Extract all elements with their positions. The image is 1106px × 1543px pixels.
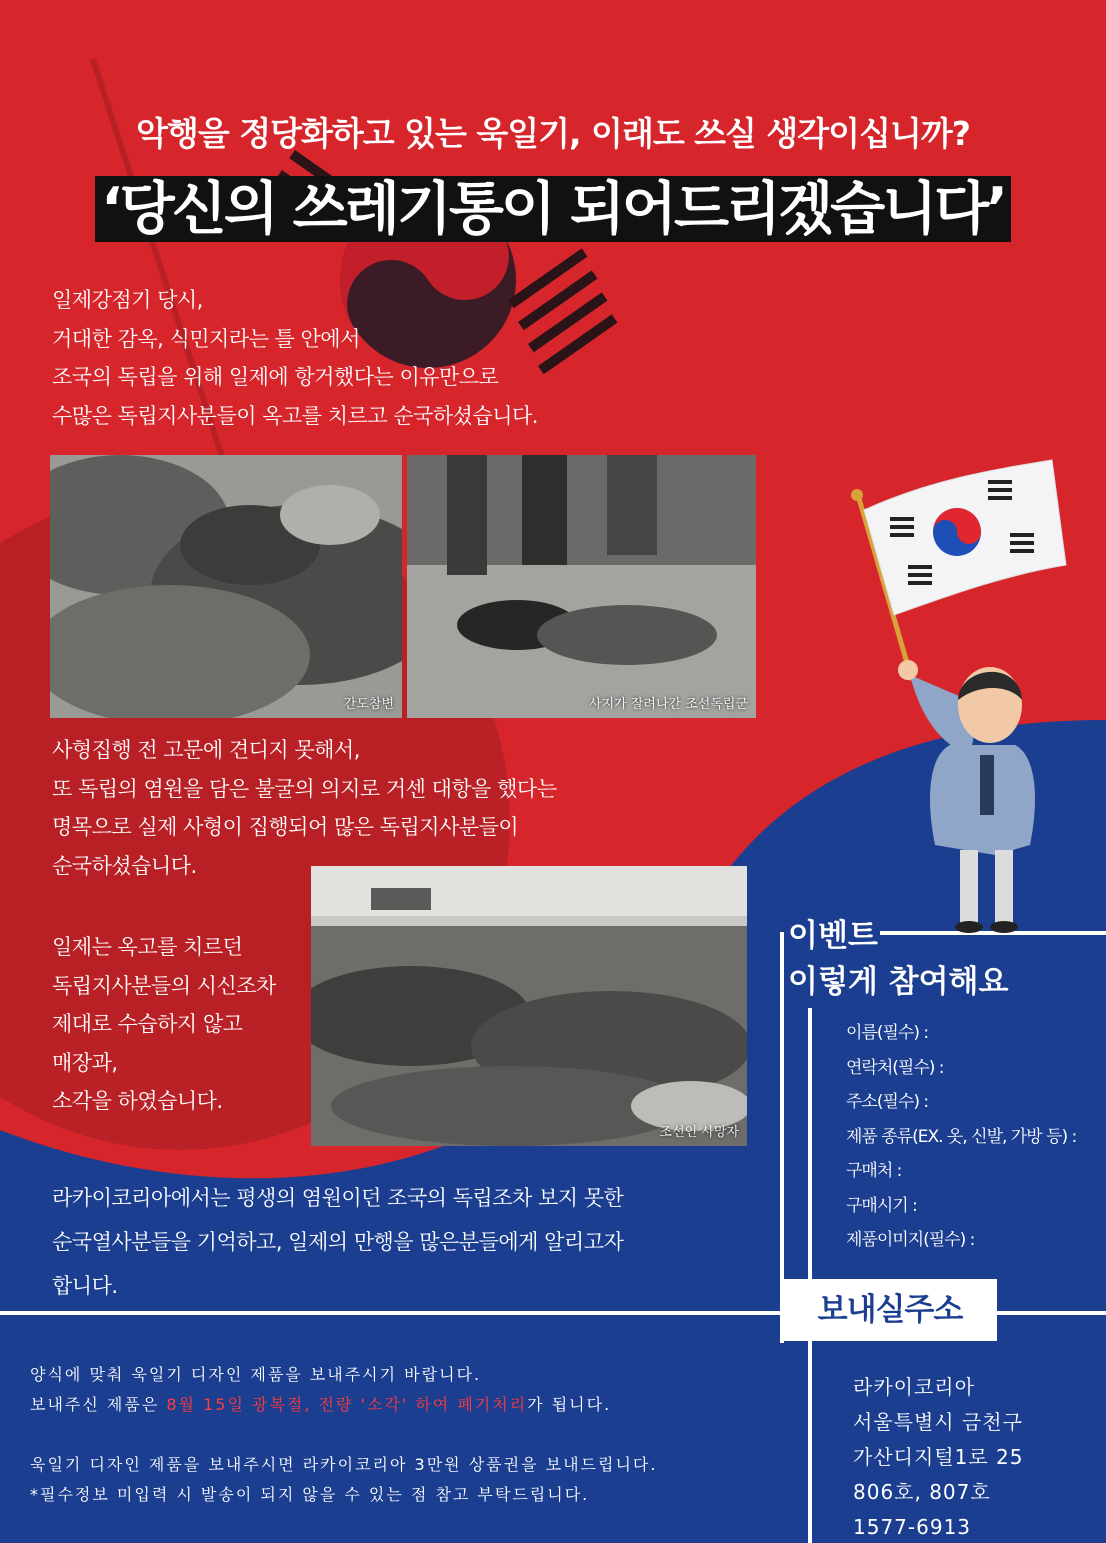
photo-1-caption: 간도참변 — [343, 697, 394, 712]
event-title-line2: 이렇게 참여해요 — [788, 964, 1009, 1000]
photo-massacre-trench — [50, 455, 402, 718]
photo-2-graphic — [407, 455, 756, 718]
notice-line: 양식에 맞춰 욱일기 디자인 제품을 보내주시기 바랍니다. — [30, 1365, 482, 1384]
form-field-product-type: 제품 종류(EX. 옷, 신발, 가방 등) : — [846, 1126, 1077, 1147]
headline — [0, 163, 1106, 245]
purpose-line: 순국열사분들을 기억하고, 일제의 만행을 많은분들에게 알리고자 — [52, 1230, 624, 1254]
purpose-line: 합니다. — [52, 1274, 118, 1298]
form-field-contact: 연락처(필수) : — [846, 1057, 944, 1078]
address-line: 서울특별시 금천구 — [853, 1410, 1023, 1434]
address-line: 806호, 807호 — [853, 1480, 991, 1504]
remains-line: 독립지사분들의 시신조차 — [52, 973, 276, 998]
address-line: 라카이코리아 — [853, 1375, 975, 1399]
address-line: 1577-6913 — [853, 1515, 972, 1539]
notice-spacer — [30, 1420, 657, 1450]
torture-paragraph — [52, 731, 556, 885]
event-title-line1: 이벤트 — [788, 918, 878, 954]
subtitle: 악행을 정당화하고 있는 욱일기, 이래도 쓰실 생각이십니까? — [136, 114, 970, 153]
torture-line: 또 독립의 염원을 담은 불굴의 의지로 거센 대항을 했다는 — [52, 776, 557, 801]
shipping-address-button[interactable]: 보내실주소 — [783, 1279, 997, 1341]
intro-line: 수많은 독립지사분들이 옥고를 치르고 순국하셨습니다. — [52, 403, 538, 428]
notice-text — [30, 1360, 657, 1510]
form-field-purchase-date: 구매시기 : — [846, 1195, 917, 1216]
torture-line: 명목으로 실제 사형이 집행되어 많은 독립지사분들이 — [52, 815, 519, 839]
address-line: 가산디지털1로 25 — [853, 1445, 1024, 1469]
torture-line: 순국하셨습니다. — [52, 853, 197, 878]
intro-line: 조국의 독립을 위해 일제에 항거했다는 이유만으로 — [52, 365, 499, 389]
notice-line2-after: 가 됩니다. — [527, 1395, 612, 1414]
intro-line: 거대한 감옥, 식민지라는 틀 안에서 — [52, 326, 360, 351]
mailing-address — [853, 1370, 1023, 1543]
form-field-store: 구매처 : — [846, 1161, 902, 1181]
notice-line — [30, 1390, 657, 1420]
remains-line: 제대로 수습하지 않고 — [52, 1012, 243, 1036]
remains-line: 매장과, — [52, 1050, 118, 1075]
flag-bearer-illustration — [820, 455, 1106, 955]
remains-line: 일제는 옥고를 치르던 — [52, 935, 243, 959]
remains-paragraph — [52, 928, 276, 1121]
photo-2-caption: 사지가 잘려나간 조선독립군 — [589, 697, 748, 712]
headline-text: ‘당신의 쓰레기통이 되어드리겠습니다’ — [95, 176, 1011, 242]
form-field-name: 이름(필수) : — [846, 1023, 929, 1043]
form-field-product-image: 제품이미지(필수) : — [846, 1230, 975, 1250]
notice-line: 욱일기 디자인 제품을 보내주시면 라카이코리아 3만원 상품권을 보내드립니다. — [30, 1455, 658, 1474]
event-form-fields — [846, 1016, 1076, 1258]
photo-victims-field — [311, 866, 747, 1146]
purpose-paragraph — [52, 1176, 623, 1308]
notice-line: *필수정보 미입력 시 발송이 되지 않을 수 있는 점 참고 부탁드립니다. — [30, 1485, 590, 1504]
remains-line: 소각을 하였습니다. — [52, 1089, 223, 1113]
photo-independence-army — [407, 455, 756, 718]
photo-3-caption: 조선인 사망자 — [659, 1125, 739, 1140]
notice-line2-before: 보내주신 제품은 — [30, 1395, 167, 1414]
notice-highlight: 8월 15일 광복절, 전량 '소각' 하여 폐기처리 — [166, 1395, 528, 1414]
photo-1-graphic — [50, 455, 402, 718]
torture-line: 사형집행 전 고문에 견디지 못해서, — [52, 738, 360, 762]
photo-3-graphic — [311, 866, 747, 1146]
form-field-address: 주소(필수) : — [846, 1092, 929, 1112]
purpose-line: 라카이코리아에서는 평생의 염원이던 조국의 독립조차 보지 못한 — [52, 1186, 624, 1210]
intro-line: 일제강점기 당시, — [52, 288, 203, 312]
event-title — [788, 913, 1008, 1005]
intro-paragraph — [52, 281, 538, 435]
